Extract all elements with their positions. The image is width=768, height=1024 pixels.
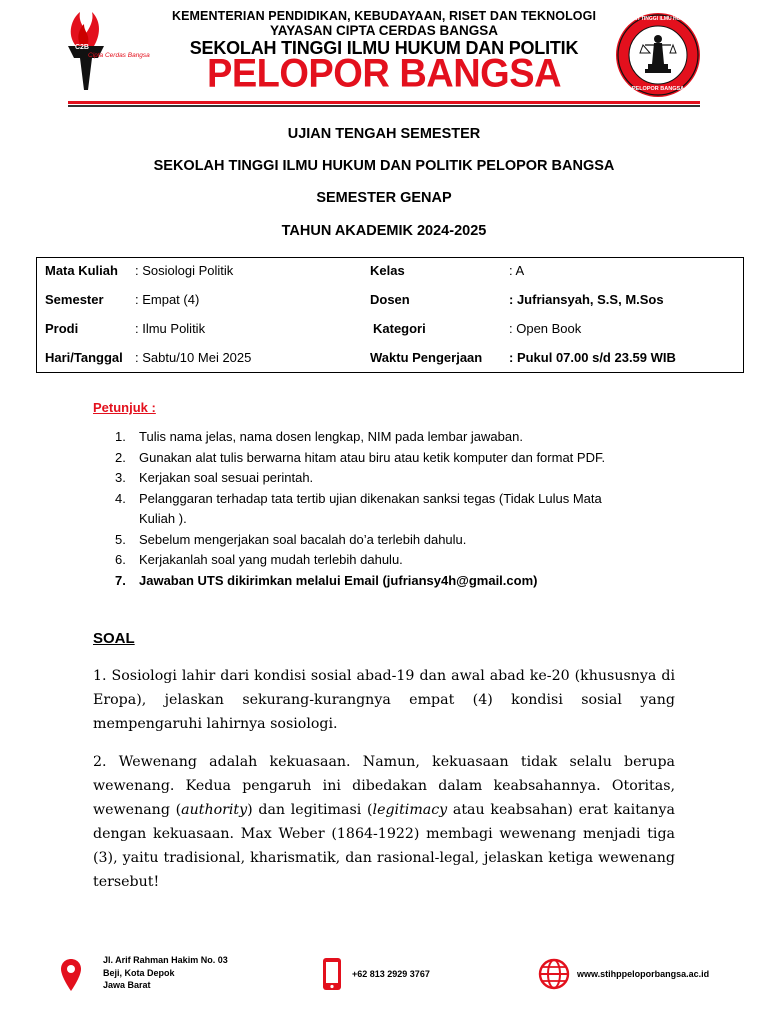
address-line: Jawa Barat — [103, 980, 151, 990]
seal-ring-text: SEKOLAH TINGGI ILMU HUKUM DAN POLITIK — [615, 16, 725, 22]
institution-title: SEKOLAH TINGGI ILMU HUKUM DAN POLITIK PELOPOR BANGSA — [153, 158, 615, 174]
class-label: Kelas — [370, 263, 405, 278]
time-value: : Pukul 07.00 s/d 23.59 WIB — [509, 350, 676, 365]
instruction-number: 5. — [115, 532, 126, 547]
address-line: Beji, Kota Depok — [103, 967, 175, 978]
question-2 — [93, 750, 675, 894]
question-2-text-b: ) dan legitimasi ( — [247, 802, 373, 818]
questions-heading: SOAL — [93, 630, 135, 647]
instruction-number: 1. — [115, 429, 126, 444]
instruction-text: Tulis nama jelas, nama dosen lengkap, NIM pada lembar jawaban. — [139, 429, 523, 444]
course-value: : Sosiologi Politik — [135, 263, 234, 278]
instruction-text: Jawaban UTS dikirimkan melalui Email (jufriansy4h@gmail.com) — [139, 573, 538, 588]
question-2-text-c: atau keabsahan) erat kaitanya dengan kekuasaan. Max Weber (1864-1922) membagi wewenang menjadi tiga (3), yaitu tradisional, kharismatik, dan rasional-legal, jelaskan ketiga wewenang tersebut! — [93, 802, 675, 890]
instruction-number: 6. — [115, 552, 126, 567]
logo-badge: C2B — [74, 44, 89, 51]
instruction-number: 4. — [115, 491, 126, 506]
category-label: Kategori — [373, 321, 426, 336]
instructions-heading: Petunjuk : — [93, 400, 156, 415]
globe-icon — [538, 958, 570, 990]
seal-bottom-text: PELOPOR BANGSA — [631, 86, 685, 92]
school-seal — [615, 12, 725, 98]
lecturer-label: Dosen — [370, 292, 410, 307]
instruction-text: Sebelum mengerjakan soal bacalah do’a terlebih dahulu. — [139, 532, 467, 547]
location-pin-icon — [60, 958, 82, 992]
logo-caption: Cipta Cerdas Bangsa — [88, 52, 150, 59]
instruction-text: Kerjakan soal sesuai perintah. — [139, 470, 314, 485]
footer-address — [103, 954, 228, 992]
time-label: Waktu Pengerjaan — [370, 350, 483, 365]
question-2-term-authority: authority — [181, 802, 248, 818]
exam-title: UJIAN TENGAH SEMESTER — [287, 126, 481, 142]
course-label: Mata Kuliah — [45, 263, 118, 278]
address-line: Jl. Arif Rahman Hakim No. 03 — [103, 955, 228, 965]
semester-title: SEMESTER GENAP — [316, 190, 452, 206]
school-brand: PELOPOR BANGSA — [206, 51, 562, 97]
phone-icon — [322, 957, 342, 991]
instruction-number: 2. — [115, 450, 126, 465]
date-label: Hari/Tanggal — [45, 350, 123, 365]
footer-phone: +62 813 2929 3767 — [352, 969, 430, 979]
instruction-text: Pelanggaran terhadap tata tertib ujian dikenakan sanksi tegas (Tidak Lulus Mata — [139, 491, 602, 506]
lecturer-value: : Jufriansyah, S.S, M.Sos — [509, 292, 664, 307]
semester-value: : Empat (4) — [135, 292, 200, 307]
question-1: 1. Sosiologi lahir dari kondisi sosial abad-19 dan awal abad ke-20 (khususnya di Eropa), jelaskan sekurang-kurangnya empat (4) kondisi sosial yang mempengaruhi lahirnya sosiologi. — [93, 668, 675, 732]
semester-label: Semester — [45, 292, 104, 307]
header-divider-red — [68, 101, 700, 104]
academic-year-title: TAHUN AKADEMIK 2024-2025 — [281, 223, 487, 239]
program-label: Prodi — [45, 321, 79, 336]
ministry-name: KEMENTERIAN PENDIDIKAN, KEBUDAYAAN, RISET DAN TEKNOLOGI — [171, 9, 597, 23]
date-value: : Sabtu/10 Mei 2025 — [135, 350, 252, 365]
category-value: : Open Book — [509, 321, 582, 336]
instruction-text: Gunakan alat tulis berwarna hitam atau biru atau ketik komputer dan format PDF. — [139, 450, 606, 465]
instruction-number: 3. — [115, 470, 126, 485]
instruction-text: Kerjakanlah soal yang mudah terlebih dahulu. — [139, 552, 403, 567]
program-value: : Ilmu Politik — [135, 321, 206, 336]
footer-website: www.stihppeloporbangsa.ac.id — [577, 969, 710, 979]
question-2-term-legitimacy: legitimacy — [372, 802, 448, 818]
instruction-number: 7. — [115, 573, 126, 588]
instruction-text: Kuliah ). — [139, 511, 187, 526]
question-2-text-a: 2. Wewenang adalah kekuasaan. Namun, kekuasaan tidak selalu berupa wewenang. Kedua pengaruh ini dibedakan dalam keabsahannya. Otoritas, wewenang ( — [93, 754, 675, 818]
foundation-name: YAYASAN CIPTA CERDAS BANGSA — [269, 23, 499, 38]
header-divider-dark — [68, 105, 700, 107]
school-name: SEKOLAH TINGGI ILMU HUKUM DAN POLITIK — [189, 38, 579, 58]
class-value: : A — [509, 263, 525, 278]
exam-info-box — [36, 257, 744, 373]
